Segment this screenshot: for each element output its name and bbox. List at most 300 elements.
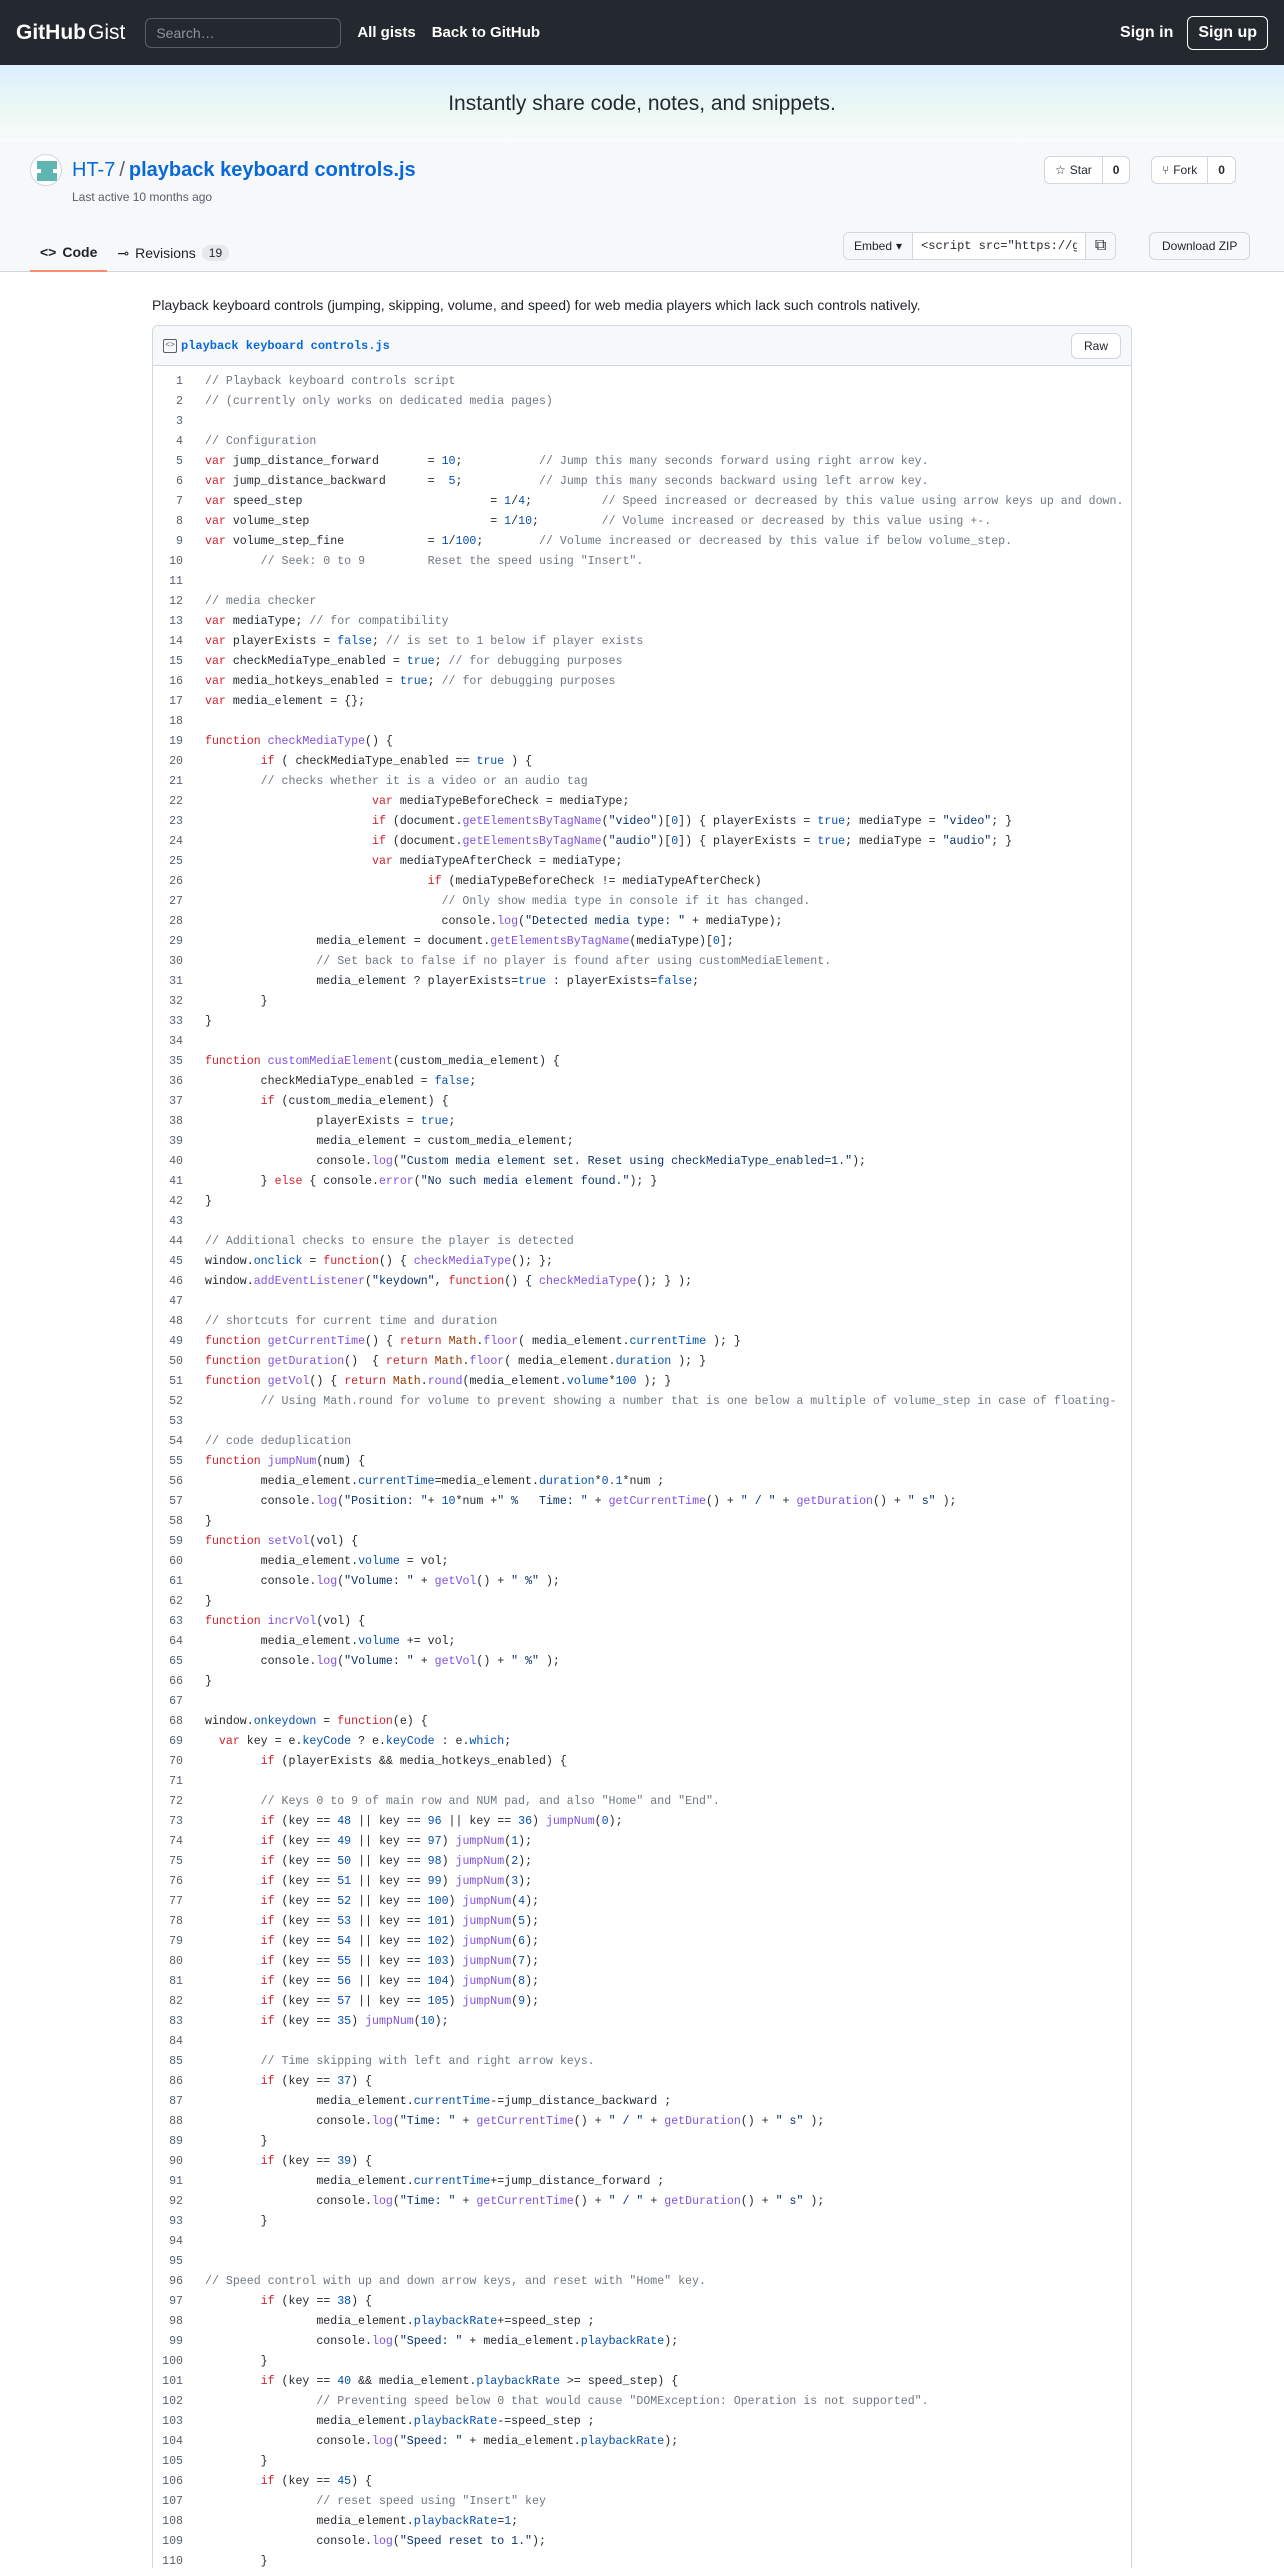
code-line (153, 952, 1131, 972)
tab-code[interactable] (30, 234, 107, 272)
line-code: var volume_step_fine = 1/100; // Volume increased or decreased by this value if below volume_step. (205, 535, 1013, 548)
line-number[interactable]: 42 (169, 1195, 183, 1208)
code-line (153, 832, 1131, 852)
revisions-counter: 19 (202, 245, 229, 261)
line-code: media_element.volume += vol; (205, 1635, 456, 1648)
tagline-banner (0, 65, 1284, 142)
raw-button[interactable]: Raw (1071, 333, 1121, 359)
line-number[interactable]: 72 (169, 1795, 183, 1808)
line-number[interactable]: 20 (169, 755, 183, 768)
line-code: } (205, 2215, 268, 2228)
code-line (153, 2172, 1131, 2192)
line-code: if (key == 37) { (260, 2075, 373, 2088)
line-number[interactable]: 64 (169, 1635, 183, 1648)
code-line (153, 652, 1131, 672)
line-code: checkMediaType_enabled = false; (205, 1075, 477, 1088)
code-line (153, 2352, 1131, 2372)
code-line (153, 1212, 1131, 1232)
line-number[interactable]: 78 (169, 1915, 183, 1928)
line-number[interactable]: 109 (162, 2535, 183, 2548)
line-number[interactable]: 1 (176, 375, 183, 388)
line-number[interactable]: 3 (176, 415, 183, 428)
code-line (153, 1972, 1131, 1992)
code-line (153, 1652, 1131, 1672)
star-count: 0 (1102, 157, 1130, 183)
line-number[interactable]: 89 (169, 2135, 183, 2148)
fork-count: 0 (1207, 157, 1235, 183)
fork-button-group[interactable] (1151, 156, 1236, 184)
code-line (153, 1232, 1131, 1252)
line-code: var jump_distance_forward = 10; // Jump this many seconds forward using right arrow key. (205, 455, 929, 468)
line-number[interactable]: 99 (169, 2335, 183, 2348)
code-line (153, 2532, 1131, 2552)
star-button[interactable] (1045, 157, 1102, 183)
line-number[interactable]: 80 (169, 1955, 183, 1968)
line-number[interactable]: 52 (169, 1395, 183, 1408)
line-number[interactable]: 57 (169, 1495, 183, 1508)
line-code: // code deduplication (205, 1435, 352, 1448)
code-line (153, 1692, 1131, 1712)
title-separator: / (119, 159, 125, 181)
line-number[interactable]: 87 (169, 2095, 183, 2108)
code-line (153, 2512, 1131, 2532)
nav-back-to-github[interactable]: Back to GitHub (431, 24, 541, 41)
code-line (153, 1592, 1131, 1612)
code-line (153, 1312, 1131, 1332)
code-line (153, 1912, 1131, 1932)
line-number[interactable]: 95 (169, 2255, 183, 2268)
line-number[interactable]: 16 (169, 675, 183, 688)
line-number[interactable]: 97 (169, 2295, 183, 2308)
code-line (153, 1252, 1131, 1272)
code-line (153, 1032, 1131, 1052)
line-code: } (205, 1595, 212, 1608)
line-number[interactable]: 45 (169, 1255, 183, 1268)
code-line (153, 1092, 1131, 1112)
code-line (153, 1192, 1131, 1212)
line-code: function incrVol(vol) { (205, 1615, 366, 1628)
code-line (153, 432, 1131, 452)
line-number[interactable]: 21 (169, 775, 183, 788)
line-number[interactable]: 14 (169, 635, 183, 648)
code-line (153, 1172, 1131, 1192)
line-code: var media_element = {}; (205, 695, 366, 708)
line-code: if (key == 56 || key == 104) jumpNum(8); (260, 1975, 540, 1988)
line-number[interactable]: 76 (169, 1875, 183, 1888)
tagline-text: Instantly share code, notes, and snippets. (448, 91, 836, 115)
code-line (153, 1272, 1131, 1292)
line-code: var volume_step = 1/10; // Volume increased or decreased by this value using +-. (205, 515, 992, 528)
line-code: console.log("Time: " + getCurrentTime() + " / " + getDuration() + " s" ); (205, 2195, 825, 2208)
line-number[interactable]: 70 (169, 1755, 183, 1768)
line-code: if (key == 52 || key == 100) jumpNum(4); (260, 1895, 540, 1908)
line-number[interactable]: 24 (169, 835, 183, 848)
line-code: // Additional checks to ensure the player is detected (205, 1235, 574, 1248)
line-number[interactable]: 86 (169, 2075, 183, 2088)
line-number[interactable]: 92 (169, 2195, 183, 2208)
code-line (153, 2152, 1131, 2172)
line-number[interactable]: 44 (169, 1235, 183, 1248)
line-number[interactable]: 32 (169, 995, 183, 1008)
code-line (153, 392, 1131, 412)
line-number[interactable]: 60 (169, 1555, 183, 1568)
line-code: if ( checkMediaType_enabled == true ) { (260, 755, 533, 768)
code-line (153, 2432, 1131, 2452)
code-line (153, 2072, 1131, 2092)
line-code: } (205, 1195, 212, 1208)
code-line (153, 472, 1131, 492)
line-code: console.log("Speed: " + media_element.playbackRate); (205, 2435, 679, 2448)
code-line (153, 452, 1131, 472)
line-number[interactable]: 101 (162, 2375, 183, 2388)
line-number[interactable]: 62 (169, 1595, 183, 1608)
line-code: if (mediaTypeBeforeCheck != mediaTypeAfterCheck) (427, 875, 762, 888)
line-number[interactable]: 2 (176, 395, 183, 408)
line-number[interactable]: 59 (169, 1535, 183, 1548)
line-number[interactable]: 40 (169, 1155, 183, 1168)
code-line (153, 932, 1131, 952)
code-line (153, 2472, 1131, 2492)
line-number[interactable]: 63 (169, 1615, 183, 1628)
line-number[interactable]: 108 (162, 2515, 183, 2528)
line-number[interactable]: 58 (169, 1515, 183, 1528)
line-code: } (205, 2135, 268, 2148)
line-number[interactable]: 30 (169, 955, 183, 968)
code-line (153, 1472, 1131, 1492)
line-number[interactable]: 35 (169, 1055, 183, 1068)
line-number[interactable]: 88 (169, 2115, 183, 2128)
line-code (193, 1292, 205, 1312)
code-line (153, 552, 1131, 572)
line-number[interactable]: 25 (169, 855, 183, 868)
line-number[interactable]: 103 (162, 2415, 183, 2428)
fork-button[interactable] (1152, 157, 1207, 183)
line-number[interactable]: 55 (169, 1455, 183, 1468)
code-line (153, 2052, 1131, 2072)
line-code: // Time skipping with left and right arrow keys. (260, 2055, 595, 2068)
tab-revisions[interactable] (107, 234, 239, 272)
line-code: var checkMediaType_enabled = true; // for debugging purposes (205, 655, 623, 668)
line-code: var key = e.keyCode ? e.keyCode : e.which; (218, 1735, 512, 1748)
signup-button[interactable]: Sign up (1187, 16, 1268, 50)
line-number[interactable]: 56 (169, 1475, 183, 1488)
line-code: // media checker (205, 595, 317, 608)
line-number[interactable]: 17 (169, 695, 183, 708)
line-number[interactable]: 48 (169, 1315, 183, 1328)
download-zip-button[interactable]: Download ZIP (1149, 232, 1250, 260)
line-number[interactable]: 75 (169, 1855, 183, 1868)
line-number[interactable]: 61 (169, 1575, 183, 1588)
embed-select[interactable] (844, 233, 913, 259)
line-code: if (custom_media_element) { (260, 1095, 449, 1108)
line-code: // checks whether it is a video or an audio tag (260, 775, 588, 788)
line-number[interactable]: 37 (169, 1095, 183, 1108)
logo-text: GitHub (16, 20, 86, 44)
line-code: if (key == 48 || key == 96 || key == 36) jumpNum(0); (260, 1815, 623, 1828)
line-number[interactable]: 107 (162, 2495, 183, 2508)
embed-url-input[interactable] (913, 233, 1085, 259)
line-number[interactable]: 82 (169, 1995, 183, 2008)
github-gist-logo[interactable] (16, 21, 125, 45)
code-line (153, 2552, 1131, 2568)
code-line (153, 1772, 1131, 1792)
code-line (153, 1932, 1131, 1952)
line-number[interactable]: 83 (169, 2015, 183, 2028)
code-line (153, 592, 1131, 612)
line-number[interactable]: 39 (169, 1135, 183, 1148)
line-number[interactable]: 33 (169, 1015, 183, 1028)
code-line (153, 672, 1131, 692)
line-number[interactable]: 46 (169, 1275, 183, 1288)
line-number[interactable]: 28 (169, 915, 183, 928)
code-line (153, 1432, 1131, 1452)
line-code: // Preventing speed below 0 that would cause "DOMException: Operation is not supported". (316, 2395, 929, 2408)
signin-link[interactable]: Sign in (1120, 23, 1174, 41)
line-number[interactable]: 53 (169, 1415, 183, 1428)
line-number[interactable]: 69 (169, 1735, 183, 1748)
line-number[interactable]: 34 (169, 1035, 183, 1048)
code-line (153, 1052, 1131, 1072)
code-line (153, 1752, 1131, 1772)
line-code: media_element ? playerExists=true : playerExists=false; (205, 975, 700, 988)
line-number[interactable]: 93 (169, 2215, 183, 2228)
line-number[interactable]: 15 (169, 655, 183, 668)
code-line (153, 1132, 1131, 1152)
line-number[interactable]: 9 (176, 535, 183, 548)
line-code: console.log("Detected media type: " + mediaType); (205, 915, 783, 928)
line-number[interactable]: 49 (169, 1335, 183, 1348)
line-number[interactable]: 68 (169, 1715, 183, 1728)
line-code: window.addEventListener("keydown", function() { checkMediaType(); } ); (205, 1275, 693, 1288)
line-number[interactable]: 50 (169, 1355, 183, 1368)
line-number[interactable]: 43 (169, 1215, 183, 1228)
line-code: // Using Math.round for volume to prevent showing a number that is one below a multiple of volume_step in case of floating- (260, 1395, 1117, 1408)
code-line (153, 2232, 1131, 2252)
code-line (153, 1992, 1131, 2012)
line-code: if (key == 54 || key == 102) jumpNum(6); (260, 1935, 540, 1948)
line-number[interactable]: 91 (169, 2175, 183, 2188)
commit-icon: ⊸ (117, 244, 130, 261)
line-number[interactable]: 8 (176, 515, 183, 528)
code-line (153, 1372, 1131, 1392)
code-line (153, 2452, 1131, 2472)
line-number[interactable]: 27 (169, 895, 183, 908)
line-number[interactable]: 65 (169, 1655, 183, 1668)
line-number[interactable]: 74 (169, 1835, 183, 1848)
line-number[interactable]: 71 (169, 1775, 183, 1788)
line-number[interactable]: 12 (169, 595, 183, 608)
line-number[interactable]: 10 (169, 555, 183, 568)
line-number[interactable]: 96 (169, 2275, 183, 2288)
code-line (153, 492, 1131, 512)
gist-header (0, 142, 1284, 272)
line-number[interactable]: 104 (162, 2435, 183, 2448)
line-number[interactable]: 66 (169, 1675, 183, 1688)
line-code: media_element = custom_media_element; (205, 1135, 574, 1148)
code-line (153, 2412, 1131, 2432)
code-line (153, 612, 1131, 632)
code-line (153, 1332, 1131, 1352)
line-code: if (key == 53 || key == 101) jumpNum(5); (260, 1915, 540, 1928)
code-line (153, 1112, 1131, 1132)
line-number[interactable]: 47 (169, 1295, 183, 1308)
line-code: console.log("Volume: " + getVol() + " %" ); (205, 1655, 560, 1668)
line-code: media_element.currentTime+=jump_distance_forward ; (205, 2175, 665, 2188)
line-number[interactable]: 19 (169, 735, 183, 748)
line-number[interactable]: 29 (169, 935, 183, 948)
line-code: media_element.volume = vol; (205, 1555, 449, 1568)
line-number[interactable]: 81 (169, 1975, 183, 1988)
line-code: if (key == 39) { (260, 2155, 373, 2168)
line-code (193, 412, 205, 432)
line-code: if (key == 50 || key == 98) jumpNum(2); (260, 1855, 533, 1868)
line-code: var mediaType; // for compatibility (205, 615, 449, 628)
line-code: if (key == 35) jumpNum(10); (260, 2015, 449, 2028)
line-code: if (key == 45) { (260, 2475, 373, 2488)
code-line (153, 512, 1131, 532)
line-code (193, 2232, 205, 2252)
code-line (153, 1152, 1131, 1172)
line-number[interactable]: 54 (169, 1435, 183, 1448)
code-line (153, 692, 1131, 712)
line-number[interactable]: 110 (162, 2555, 183, 2568)
line-number[interactable]: 13 (169, 615, 183, 628)
code-line (153, 2492, 1131, 2512)
code-icon: <> (40, 244, 57, 260)
line-number[interactable]: 26 (169, 875, 183, 888)
code-view (153, 366, 1131, 2568)
file-name-link[interactable]: playback keyboard controls.js (181, 338, 390, 353)
gist-title (72, 159, 416, 182)
nav-all-gists[interactable]: All gists (357, 24, 416, 41)
line-number[interactable]: 85 (169, 2055, 183, 2068)
line-code: console.log("Time: " + getCurrentTime() + " / " + getDuration() + " s" ); (205, 2115, 825, 2128)
fork-icon: ⑂ (1162, 163, 1170, 177)
line-code: media_element.playbackRate+=speed_step ; (205, 2315, 595, 2328)
code-line (153, 1012, 1131, 1032)
line-code: console.log("Volume: " + getVol() + " %" ); (205, 1575, 560, 1588)
line-code: function getVol() { return Math.round(media_element.volume*100 ); } (205, 1375, 672, 1388)
line-code: } (205, 995, 268, 1008)
code-line (153, 532, 1131, 552)
code-line (153, 1412, 1131, 1432)
file-code-icon: <> (163, 339, 177, 353)
line-number[interactable]: 98 (169, 2315, 183, 2328)
code-line (153, 1512, 1131, 1532)
code-line (153, 1892, 1131, 1912)
line-code: media_element = document.getElementsByTagName(mediaType)[0]; (205, 935, 734, 948)
embed-widget (843, 232, 1116, 260)
line-number[interactable]: 41 (169, 1175, 183, 1188)
line-number[interactable]: 67 (169, 1695, 183, 1708)
line-number[interactable]: 100 (162, 2355, 183, 2368)
line-code (193, 712, 205, 732)
code-line (153, 1452, 1131, 1472)
line-code: // Speed control with up and down arrow keys, and reset with "Home" key. (205, 2275, 706, 2288)
line-number[interactable]: 94 (169, 2235, 183, 2248)
line-code: if (playerExists && media_hotkeys_enabled) { (260, 1755, 567, 1768)
line-number[interactable]: 5 (176, 455, 183, 468)
code-line (153, 572, 1131, 592)
code-line (153, 1812, 1131, 1832)
line-number[interactable]: 77 (169, 1895, 183, 1908)
code-line (153, 2272, 1131, 2292)
line-number[interactable]: 84 (169, 2035, 183, 2048)
copy-button[interactable] (1085, 233, 1115, 259)
code-line (153, 752, 1131, 772)
line-code (193, 1772, 205, 1792)
line-code: function getDuration() { return Math.floor( media_element.duration ); } (205, 1355, 707, 1368)
line-number[interactable]: 11 (169, 575, 183, 588)
embed-label: Embed (854, 239, 893, 253)
line-code: media_element.playbackRate-=speed_step ; (205, 2415, 595, 2428)
line-number[interactable]: 23 (169, 815, 183, 828)
line-number[interactable]: 18 (169, 715, 183, 728)
code-line (153, 1552, 1131, 1572)
code-line (153, 1612, 1131, 1632)
line-code: window.onclick = function() { checkMediaType(); }; (205, 1255, 553, 1268)
line-number[interactable]: 51 (169, 1375, 183, 1388)
line-code: console.log("Speed reset to 1."); (205, 2535, 546, 2548)
code-line (153, 1352, 1131, 1372)
code-line (153, 1492, 1131, 1512)
line-code: } (205, 1015, 212, 1028)
code-line (153, 1872, 1131, 1892)
line-number[interactable]: 4 (176, 435, 183, 448)
code-line (153, 972, 1131, 992)
line-code: var jump_distance_backward = 5; // Jump this many seconds backward using left arrow key. (205, 475, 929, 488)
line-code: function setVol(vol) { (205, 1535, 359, 1548)
line-number[interactable]: 7 (176, 495, 183, 508)
star-icon: ☆ (1055, 163, 1066, 177)
line-number[interactable]: 38 (169, 1115, 183, 1128)
line-number[interactable]: 102 (162, 2395, 183, 2408)
code-line (153, 1572, 1131, 1592)
search-input[interactable] (145, 18, 341, 48)
line-code: if (key == 55 || key == 103) jumpNum(7); (260, 1955, 540, 1968)
owner-link[interactable]: HT-7 (72, 159, 116, 181)
line-code: } (205, 2555, 268, 2568)
code-line (153, 892, 1131, 912)
star-button-group[interactable] (1044, 156, 1130, 184)
line-code: // Configuration (205, 435, 317, 448)
line-number[interactable]: 90 (169, 2155, 183, 2168)
line-number[interactable]: 73 (169, 1815, 183, 1828)
line-code: // Seek: 0 to 9 Reset the speed using "Insert". (260, 555, 644, 568)
line-code: console.log("Position: "+ 10*num +" % Time: " + getCurrentTime() + " / " + getDuration() + " s" ); (205, 1495, 957, 1508)
line-code: function jumpNum(num) { (205, 1455, 366, 1468)
line-code: var mediaTypeBeforeCheck = mediaType; (371, 795, 630, 808)
line-number[interactable]: 22 (169, 795, 183, 808)
code-line (153, 2392, 1131, 2412)
gist-filename-link[interactable]: playback keyboard controls.js (128, 159, 416, 181)
avatar[interactable] (30, 154, 62, 186)
line-code: if (key == 38) { (260, 2295, 373, 2308)
copy-icon: ⧉ (1094, 237, 1107, 254)
code-line (153, 1392, 1131, 1412)
line-code: media_element.playbackRate=1; (205, 2515, 519, 2528)
tab-bar (30, 234, 239, 272)
line-number[interactable]: 105 (162, 2455, 183, 2468)
line-number[interactable]: 106 (162, 2475, 183, 2488)
line-number[interactable]: 6 (176, 475, 183, 488)
code-line (153, 992, 1131, 1012)
line-number[interactable]: 79 (169, 1935, 183, 1948)
code-line (153, 1672, 1131, 1692)
code-line (153, 2212, 1131, 2232)
line-number[interactable]: 36 (169, 1075, 183, 1088)
line-number[interactable]: 31 (169, 975, 183, 988)
